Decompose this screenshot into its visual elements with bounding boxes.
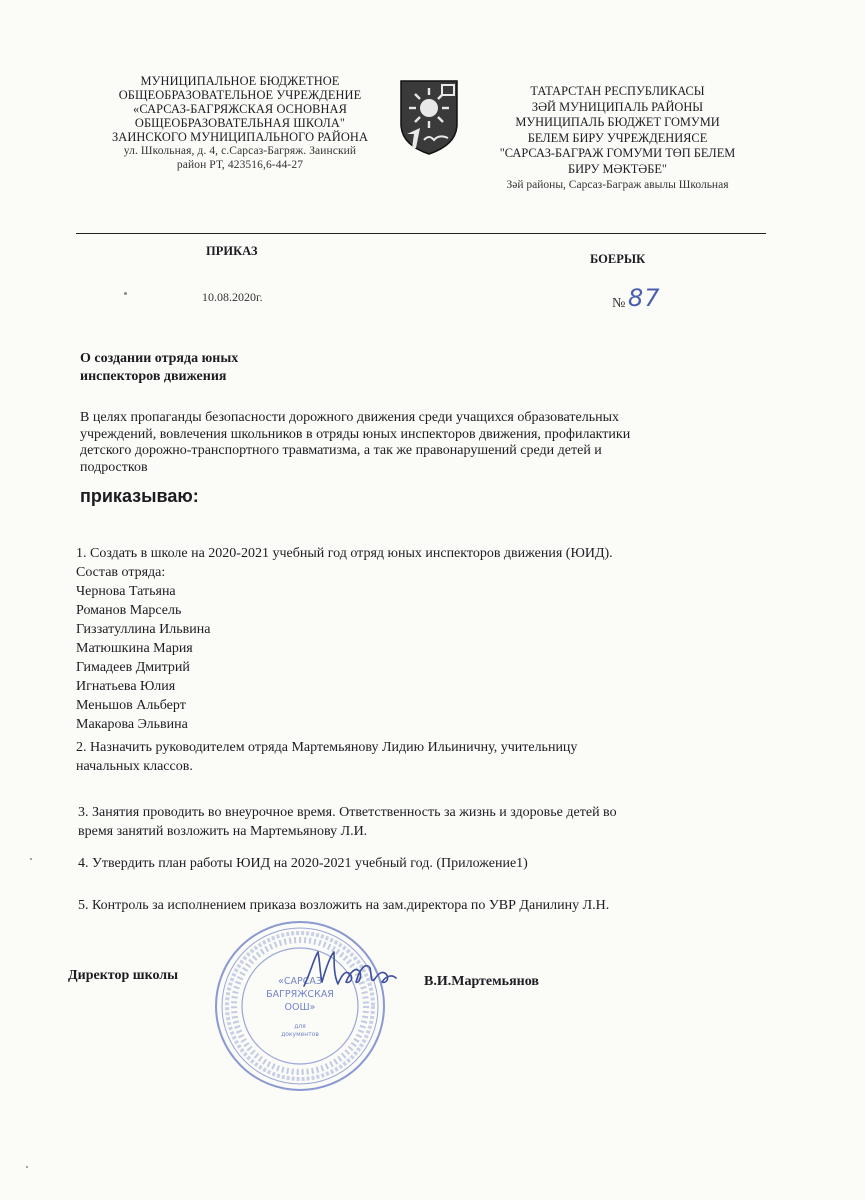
scan-speck <box>26 1166 28 1168</box>
coat-of-arms-icon <box>398 78 460 156</box>
order-item-5: 5. Контроль за исполнением приказа возложить на зам.директора по УВР Данилину Л.Н. <box>78 898 610 913</box>
order-subject <box>80 350 238 386</box>
header-right-line: БЕЛЕМ БИРУ УЧРЕЖДЕНИЯСЕ <box>527 130 708 145</box>
header-right-line: ТАТАРСТАН РЕСПУБЛИКАСЫ <box>530 84 705 98</box>
header-left-line: «САРСАЗ-БАГРЯЖСКАЯ ОСНОВНАЯ <box>133 102 347 116</box>
item-text: начальных классов. <box>76 759 193 774</box>
order-title-ru: ПРИКАЗ <box>206 244 258 258</box>
preamble-line: детского дорожно-транспортного травматизма, а так же правонарушений среди детей и <box>80 443 602 458</box>
subject-line: инспекторов движения <box>80 369 227 384</box>
item-text: время занятий возложить на Мартемьянову Л.И. <box>78 824 368 839</box>
team-member: Романов Марсель <box>76 603 182 618</box>
stamp-text: для <box>294 1023 306 1030</box>
team-label: Состав отряда: <box>76 565 166 580</box>
team-member: Матюшкина Мария <box>76 641 193 656</box>
header-left-line: МУНИЦИПАЛЬНОЕ БЮДЖЕТНОЕ <box>140 74 340 88</box>
team-member: Гиззатуллина Ильвина <box>76 622 211 637</box>
stamp-text: ООШ» <box>284 1002 316 1013</box>
header-right-address: Зәй районы, Сарсаз-Баграж авылы Школьная <box>506 178 729 191</box>
scan-speck <box>124 292 127 295</box>
item-text: 1. Создать в школе на 2020-2021 учебный год отряд юных инспекторов движения (ЮИД). <box>76 546 613 561</box>
header-left-address: район РТ, 423516,6-44-27 <box>176 159 304 171</box>
order-number: 87 <box>628 284 661 312</box>
header-right-line: МУНИЦИПАЛЬ БЮДЖЕТ ГОМУМИ <box>515 115 720 130</box>
header-left-address: ул. Школьная, д. 4, с.Сарсаз-Багряж. Заинский <box>123 145 357 157</box>
director-title: Директор школы <box>68 968 179 983</box>
header-right-line: ЗӘЙ МУНИЦИПАЛЬ РАЙОНЫ <box>531 99 704 114</box>
director-name: В.И.Мартемьянов <box>424 974 539 989</box>
order-number-sign: № <box>612 296 626 311</box>
team-member: Макарова Эльвина <box>76 717 188 732</box>
header-left-line: ЗАИНСКОГО МУНИЦИПАЛЬНОГО РАЙОНА <box>111 130 369 144</box>
item-text: 3. Занятия проводить во внеурочное время. Ответственность за жизнь и здоровье детей во <box>78 805 617 820</box>
preamble <box>80 410 760 476</box>
team-member: Меньшов Альберт <box>76 698 186 713</box>
order-item-2 <box>76 738 577 776</box>
order-item-1 <box>76 544 613 734</box>
header-left-line: ОБЩЕОБРАЗОВАТЕЛЬНАЯ ШКОЛА" <box>134 116 346 130</box>
order-item-3 <box>78 803 617 841</box>
header-right-line: "САРСАЗ-БАГРАЖ ГОМУМИ ТӨП БЕЛЕМ <box>499 146 736 161</box>
order-date: 10.08.2020г. <box>202 290 263 304</box>
subject-line: О создании отряда юных <box>80 351 239 366</box>
order-item-4: 4. Утвердить план работы ЮИД на 2020-2021 учебный год. (Приложение1) <box>78 856 528 871</box>
item-text: 2. Назначить руководителем отряда Мартемьянову Лидию Ильиничну, учительницу <box>76 740 578 755</box>
preamble-line: учреждений, вовлечения школьников в отряды юных инспекторов движения, профилактики <box>80 426 631 442</box>
stamp-text: БАГРЯЖСКАЯ <box>266 989 334 1000</box>
header-left-block <box>80 74 400 172</box>
order-word: приказываю: <box>80 486 199 506</box>
team-member: Чернова Татьяна <box>76 584 176 599</box>
order-title-tt: БОЕРЫК <box>590 252 646 266</box>
team-member: Игнатьева Юлия <box>76 679 176 694</box>
header-right-line: БИРУ МӘКТӘБЕ" <box>567 161 667 176</box>
stamp-text: документов <box>281 1031 319 1038</box>
stamp-text: «САРСАЗ <box>278 976 322 987</box>
director-signature <box>300 944 400 994</box>
scan-speck <box>30 858 32 860</box>
preamble-line: В целях пропаганды безопасности дорожного движения среди учащихся образовательных <box>80 410 619 425</box>
header-left-line: ОБЩЕОБРАЗОВАТЕЛЬНОЕ УЧРЕЖДЕНИЕ <box>118 88 362 102</box>
header-divider <box>76 233 766 234</box>
team-member: Гимадеев Дмитрий <box>76 660 190 675</box>
header-right-block <box>465 84 770 193</box>
preamble-line: подростков <box>80 459 148 475</box>
